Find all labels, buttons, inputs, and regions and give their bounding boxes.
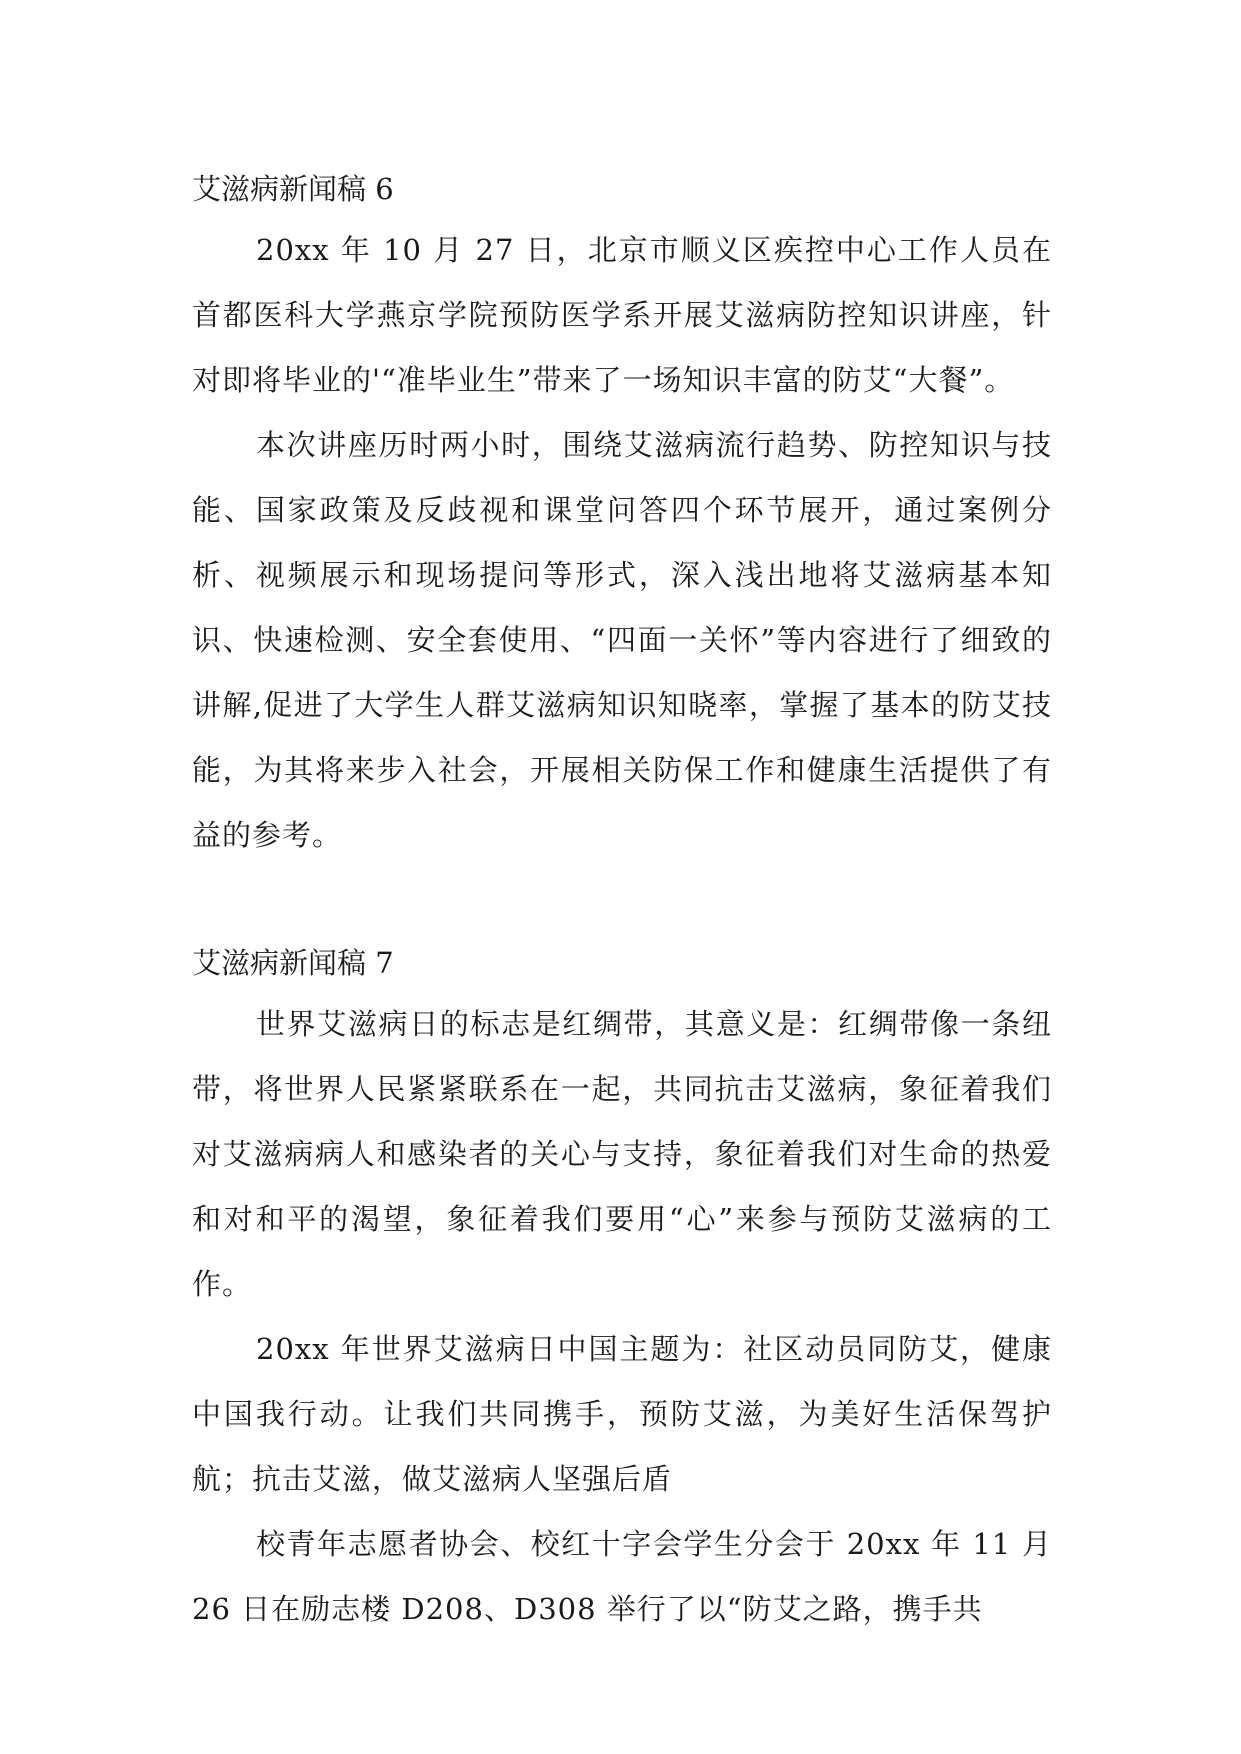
paragraph-6-1: 20xx 年 10 月 27 日，北京市顺义区疾控中心工作人员在首都医科大学燕京学院预防医学系开展艾滋病防控知识讲座，针对即将毕业的'“准毕业生”带来了一场知识丰富的防艾“大餐”。 xyxy=(192,233,1052,397)
section-heading-6: 艾滋病新闻稿 6 xyxy=(192,172,394,206)
section-gap xyxy=(192,868,1052,934)
document-page xyxy=(192,160,1052,1642)
section-heading-7: 艾滋病新闻稿 7 xyxy=(192,946,394,980)
paragraph-6-2: 本次讲座历时两小时，围绕艾滋病流行趋势、防控知识与技能、国家政策及反歧视和课堂问答四个环节展开，通过案例分析、视频展示和现场提问等形式，深入浅出地将艾滋病基本知识、快速检测、安全套使用、“四面一关怀”等内容进行了细致的讲解,促进了大学生人群艾滋病知识知晓率，掌握了基本的防艾技能，为其将来步入社会，开展相关防保工作和健康生活提供了有益的参考。 xyxy=(192,428,1052,852)
paragraph-7-1: 世界艾滋病日的标志是红绸带，其意义是：红绸带像一条纽带，将世界人民紧紧联系在一起，共同抗击艾滋病，象征着我们对艾滋病病人和感染者的关心与支持，象征着我们对生命的热爱和对和平的渴望，象征着我们要用“心”来参与预防艾滋病的工作。 xyxy=(192,1007,1052,1301)
paragraph-7-2: 20xx 年世界艾滋病日中国主题为：社区动员同防艾，健康中国我行动。让我们共同携手，预防艾滋，为美好生活保驾护航；抗击艾滋，做艾滋病人坚强后盾 xyxy=(192,1332,1052,1496)
paragraph-7-3: 校青年志愿者协会、校红十字会学生分会于 20xx 年 11 月 26 日在励志楼 D208、D308 举行了以“防艾之路，携手共 xyxy=(192,1527,1052,1626)
